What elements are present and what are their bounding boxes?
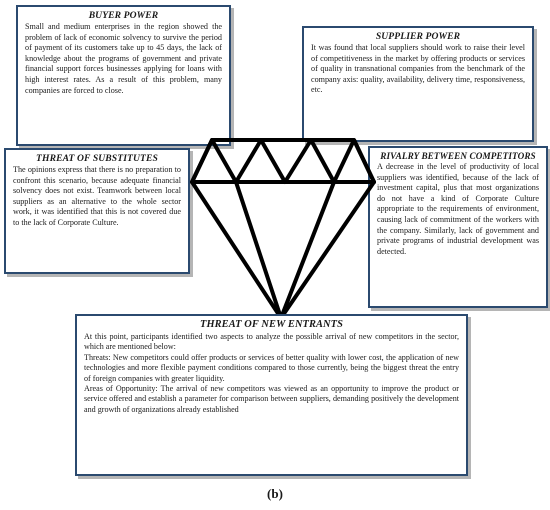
threat-of-new-entrants-box [75,314,468,476]
threat-of-substitutes-title: THREAT OF SUBSTITUTES [36,153,158,164]
supplier-power-text: It was found that local suppliers should work to raise their level of competitiveness in the market by offering products or services of quality in transnational companies from the benchmark of the company axis: quality, availability, delivery time, responsiveness, etc. [311,43,525,95]
diamond-outline [192,140,374,318]
threat-of-substitutes-text: The opinions express that there is no preparation to confront this scenario, because adequate financial solvency does not exist. Teamwork between local suppliers as an alternative to the whole sector work, it was identified that this is not covered due to the lack of Corporate Culture. [13,165,181,227]
rivalry-between-competitors-title: RIVALRY BETWEEN COMPETITORS [380,151,536,161]
new-entrants-threats: Threats: New competitors could offer products or services of better quality with lower cost, the application of new technologies and more flexible payment conditions compared to those currently, being the biggest threat the entry of foreign companies with greater liquidity. [84,352,459,383]
buyer-power-text: Small and medium enterprises in the region showed the problem of lack of economic solvency to survive the period of payment of its customers take up to 45 days, the lack of knowledge about the programs of government and private financial support forces businesses applying for loans with high interest rates. As a result of this problem, many companies are forced to close. [25,22,222,95]
threat-of-substitutes-box [4,148,190,274]
rivalry-between-competitors-text: A decrease in the level of productivity of local suppliers was identified, because of the lack of investment capital, plus that most organizations do not have a kind of Corporate Culture appropriate to the requirements of environment, causing lack of commitment of the workers with the company. Similarly, lack of government and private programs of industrial development was detected. [377,162,539,256]
diamond-shape [190,138,376,322]
threat-of-new-entrants-title: THREAT OF NEW ENTRANTS [200,319,343,330]
supplier-power-box [302,26,534,142]
buyer-power-title: BUYER POWER [88,10,159,21]
new-entrants-opportunity: Areas of Opportunity: The arrival of new competitors was viewed as an opportunity to improve the product or service offered and establish a parameter for comparison between suppliers, demanding positively the development and growth of organizations already established [84,384,459,414]
new-entrants-intro: At this point, participants identified two aspects to analyze the possible arrival of new competitors in the sector, which are mentioned below: [84,332,459,352]
rivalry-between-competitors-box [368,146,548,308]
figure-caption: (b) [267,486,283,501]
diamond-pavilion-facets [236,182,334,318]
buyer-power-box [16,5,231,146]
supplier-power-title: SUPPLIER POWER [375,31,461,42]
diamond-crown-facets [192,140,374,182]
